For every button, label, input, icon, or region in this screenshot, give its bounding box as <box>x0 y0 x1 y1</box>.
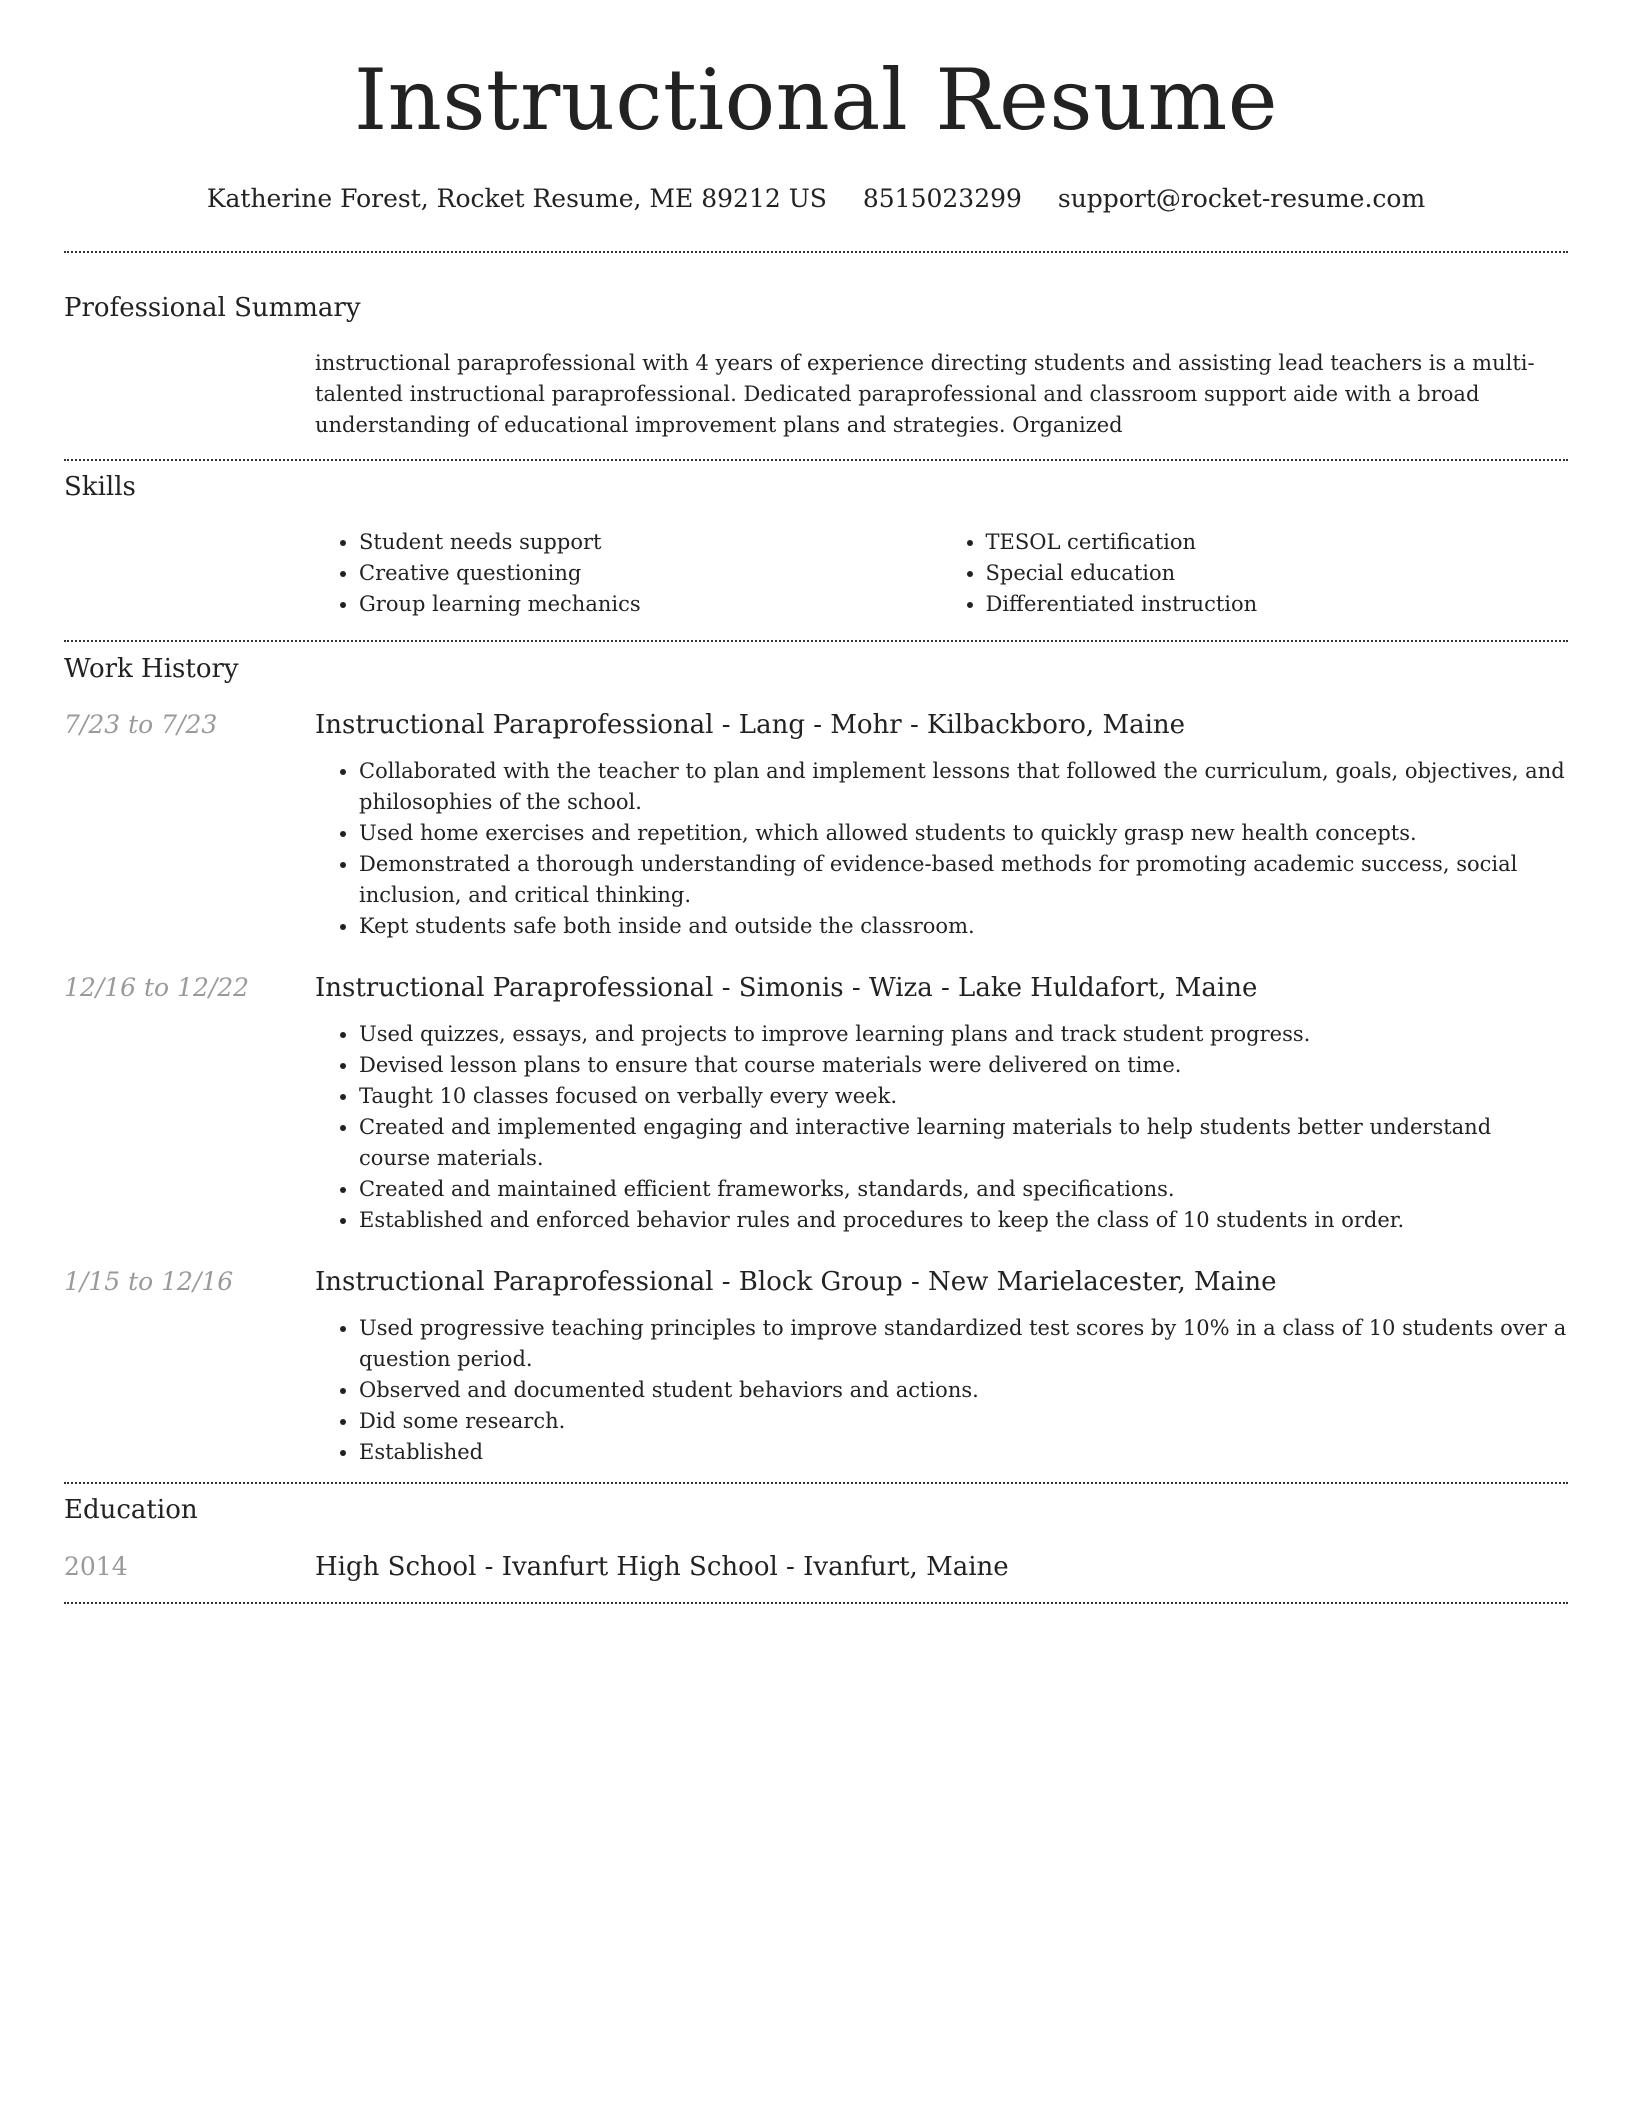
job-date: 7/23 to 7/23 <box>64 710 218 739</box>
job-body <box>315 708 1568 942</box>
job-body <box>315 1265 1568 1468</box>
job-bullets <box>315 756 1568 942</box>
job-bullet: • Observed and documented student behaviors and actions. <box>359 1375 1568 1406</box>
job-bullet: • Used quizzes, essays, and projects to improve learning plans and track student progress. <box>359 1019 1568 1050</box>
job-bullet: • Taught 10 classes focused on verbally every week. <box>359 1081 1568 1112</box>
divider <box>64 1482 1568 1484</box>
skill-item: • TESOL certification <box>986 527 1569 558</box>
education-entry <box>64 1550 1568 1584</box>
job-title: Instructional Paraprofessional - Simonis - Wiza - Lake Huldafort, Maine <box>315 973 1258 1003</box>
job-bullet: • Established and enforced behavior rules and procedures to keep the class of 10 students in order. <box>359 1205 1568 1236</box>
contact-line <box>64 182 1568 216</box>
job-body <box>315 971 1568 1236</box>
resume-title: Instructional Resume <box>354 51 1278 149</box>
skill-item: • Creative questioning <box>359 558 942 589</box>
skill-item: • Group learning mechanics <box>359 589 942 620</box>
education-body <box>315 1550 1568 1584</box>
job-bullet: • Used progressive teaching principles to improve standardized test scores by 10% in a class of 10 students over a question period. <box>359 1313 1568 1375</box>
section-title-skills: Skills <box>64 472 136 502</box>
resume-page <box>64 0 1568 1604</box>
divider <box>64 640 1568 642</box>
section-title-summary: Professional Summary <box>64 293 361 323</box>
skill-item: • Special education <box>986 558 1569 589</box>
job-bullet: • Did some research. <box>359 1406 1568 1437</box>
job-bullet: • Collaborated with the teacher to plan and implement lessons that followed the curriculum, goals, objectives, and philosophies of the school. <box>359 756 1568 818</box>
job-entry <box>64 708 1568 942</box>
job-bullet: • Devised lesson plans to ensure that course materials were delivered on time. <box>359 1050 1568 1081</box>
divider <box>64 251 1568 253</box>
education-title: High School - Ivanfurt High School - Ivanfurt, Maine <box>315 1552 1009 1582</box>
skill-item: • Differentiated instruction <box>986 589 1569 620</box>
job-bullet: • Kept students safe both inside and outside the classroom. <box>359 911 1568 942</box>
divider <box>64 459 1568 461</box>
job-entry <box>64 1265 1568 1468</box>
job-title: Instructional Paraprofessional - Lang - Mohr - Kilbackboro, Maine <box>315 710 1186 740</box>
job-bullet: • Created and maintained efficient frameworks, standards, and specifications. <box>359 1174 1568 1205</box>
job-title: Instructional Paraprofessional - Block Group - New Marielacester, Maine <box>315 1267 1277 1297</box>
summary-block <box>315 348 1568 441</box>
divider <box>64 1602 1568 1604</box>
skills-list <box>315 527 1568 620</box>
job-date: 12/16 to 12/22 <box>64 973 250 1002</box>
contact-email: support@rocket-resume.com <box>1057 184 1426 213</box>
job-bullets <box>315 1313 1568 1468</box>
skill-item: • Student needs support <box>359 527 942 558</box>
job-bullet: • Created and implemented engaging and interactive learning materials to help students better understand course materials. <box>359 1112 1568 1174</box>
section-title-work-history: Work History <box>64 654 239 684</box>
job-entry <box>64 971 1568 1236</box>
job-date: 1/15 to 12/16 <box>64 1267 234 1296</box>
education-date: 2014 <box>64 1552 128 1581</box>
skills-column-2 <box>942 527 1569 620</box>
job-bullet: • Demonstrated a thorough understanding of evidence-based methods for promoting academic success, social inclusion, and critical thinking. <box>359 849 1568 911</box>
section-title-education: Education <box>64 1495 198 1525</box>
job-bullet: • Used home exercises and repetition, which allowed students to quickly grasp new health concepts. <box>359 818 1568 849</box>
job-bullet: • Established <box>359 1437 1568 1468</box>
job-bullets <box>315 1019 1568 1236</box>
summary-text: instructional paraprofessional with 4 years of experience directing students and assisting lead teachers is a multi-talented instructional paraprofessional. Dedicated paraprofessional and classroom support aide with a broad understanding of educational improvement plans and strategies. Organized <box>315 351 1535 437</box>
contact-phone: 8515023299 <box>862 184 1022 213</box>
skills-column-1 <box>315 527 942 620</box>
contact-address: Katherine Forest, Rocket Resume, ME 89212 US <box>206 184 827 213</box>
